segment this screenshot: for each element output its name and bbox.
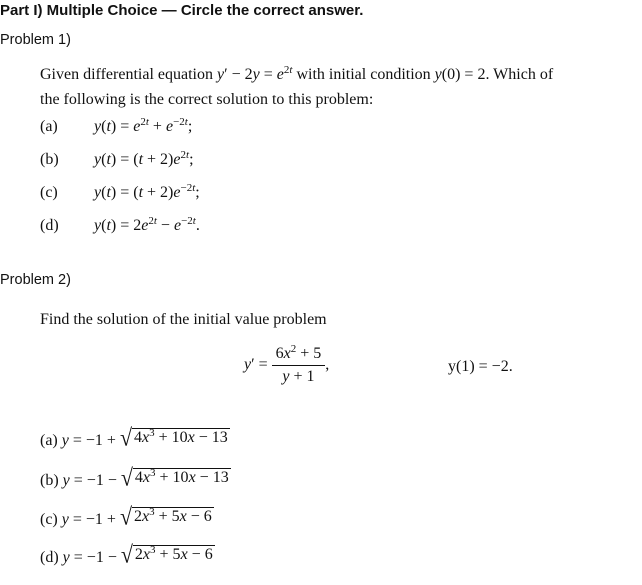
- equation-fraction: $\frac{6x^2 + 5}{y + 1}$: [272, 345, 326, 386]
- problem2-option-a[interactable]: (a) y = −1 + √ $4x^3 + 10x - 13$: [40, 423, 228, 452]
- problem2-option-b[interactable]: (b) y = −1 − √ $4x^3 + 10x - 13$: [40, 463, 229, 492]
- part-title: Part I) Multiple Choice — Circle the correct answer.: [0, 2, 364, 19]
- problem1-intro-c: . Which of: [485, 66, 554, 83]
- option-label: (c): [40, 184, 58, 201]
- option-label: (b): [40, 151, 59, 168]
- problem2-intro: Find the solution of the initial value problem: [40, 311, 327, 328]
- problem1-option-b[interactable]: (b) $y(t) = (t + 2)e^{2t}$;: [40, 149, 194, 168]
- option-label: (a): [40, 118, 58, 135]
- problem1-label: Problem 1): [0, 32, 71, 48]
- problem1-option-d[interactable]: (d) $y(t) = 2e^{2t} - e^{-2t}$.: [40, 215, 200, 234]
- problem2-option-d[interactable]: (d) y = −1 − √ $2x^3 + 5x - 6$: [40, 540, 213, 569]
- option-label: (d): [40, 549, 59, 566]
- problem2-equation: y′ = $\frac{6x^2 + 5}{y + 1}$ ,: [244, 343, 330, 385]
- problem1-question-line1: Given differential equation $y' - 2y = e^{2t}$ with initial condition y(0) = 2. Which of: [40, 64, 554, 83]
- option-label: (c): [40, 511, 58, 528]
- problem2-option-c[interactable]: (c) y = −1 + √ $2x^3 + 5x - 6$: [40, 502, 212, 531]
- problem1-intro-a: Given differential equation: [40, 66, 213, 83]
- option-label: (a): [40, 432, 58, 449]
- option-label: (b): [40, 472, 59, 489]
- option-label: (d): [40, 217, 59, 234]
- problem1-intro-b: with initial condition: [296, 66, 431, 83]
- problem1-question-line2: the following is the correct solution to this problem:: [40, 91, 374, 108]
- problem2-initial-condition: y(1) = −2.: [448, 358, 513, 375]
- problem1-option-a[interactable]: (a) $y(t) = e^{2t} + e^{-2t}$;: [40, 116, 193, 135]
- problem1-option-c[interactable]: (c) $y(t) = (t + 2)e^{-2t}$;: [40, 182, 200, 201]
- problem2-label: Problem 2): [0, 272, 71, 288]
